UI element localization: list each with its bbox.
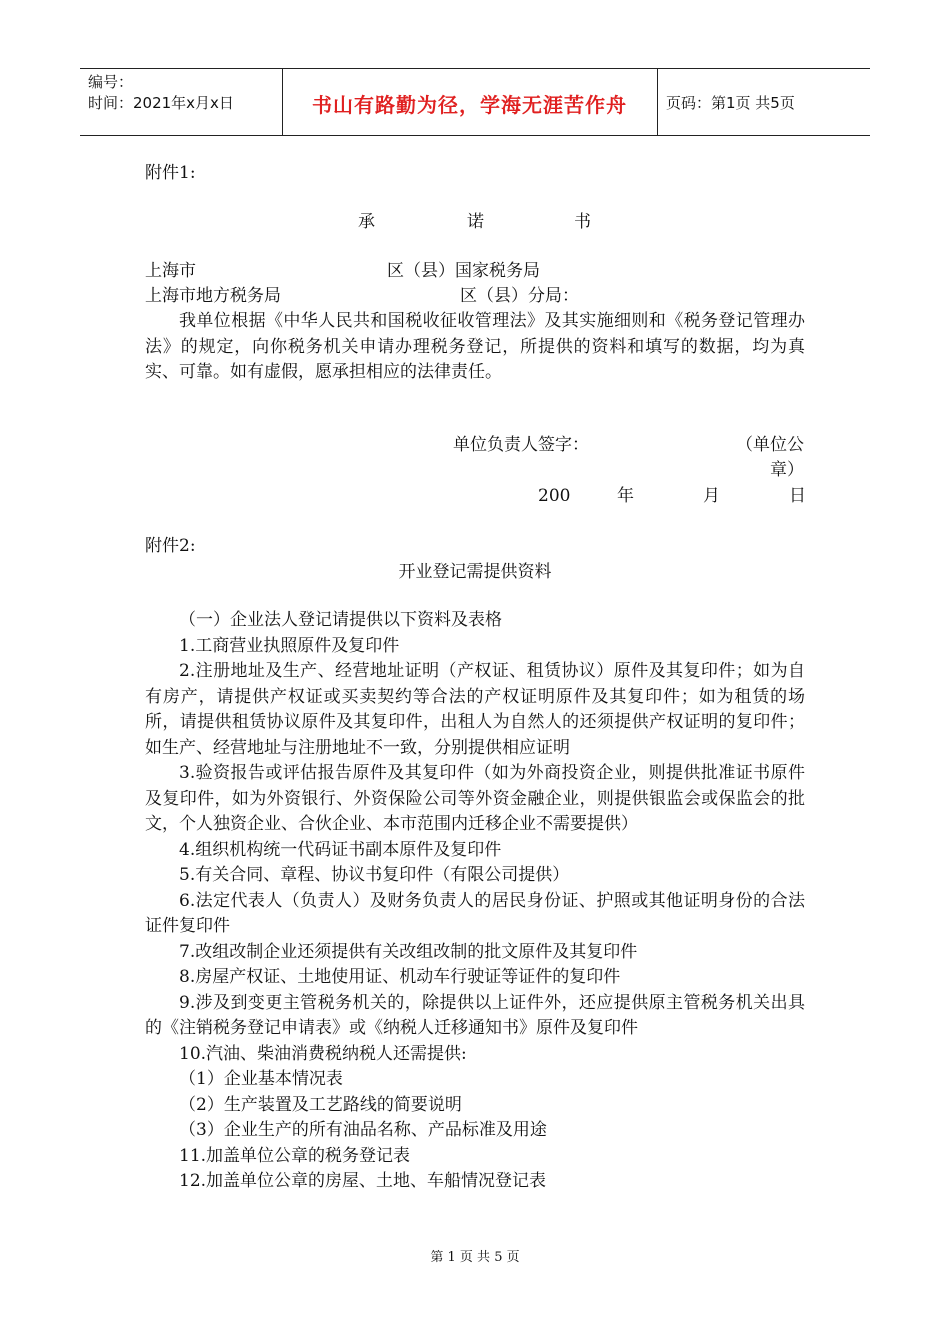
addressee-state-tax: 区（县）国家税务局 xyxy=(387,261,540,281)
pledge-body xyxy=(145,309,805,386)
header-motto: 书山有路勤为径，学海无涯苦作舟 xyxy=(312,93,627,117)
list-item: 1.工商营业执照原件及复印件 xyxy=(179,635,400,656)
attachment-2-label: 附件2: xyxy=(145,536,196,556)
list-item: （1）企业基本情况表 xyxy=(179,1069,343,1089)
list-item: 12.加盖单位公章的房屋、土地、车船情况登记表 xyxy=(179,1171,547,1191)
attachment-2-title: 开业登记需提供资料 xyxy=(398,562,552,582)
date-year-unit: 年 xyxy=(617,486,634,506)
header-meta xyxy=(88,72,234,114)
date-day-unit: 日 xyxy=(789,486,806,506)
header-bottom-rule xyxy=(80,135,870,136)
date-year: 200 xyxy=(538,486,571,506)
header-divider xyxy=(657,68,658,136)
pledge-title-char: 书 xyxy=(574,212,591,232)
list-item: 4.组织机构统一代码证书副本原件及复印件 xyxy=(179,839,502,860)
list-item: 5.有关合同、章程、协议书复印件（有限公司提供） xyxy=(179,865,570,885)
list-item: （一）企业法人登记请提供以下资料及表格 xyxy=(179,610,502,630)
signature-label: 单位负责人签字： xyxy=(453,435,589,455)
list-item: 7.改组改制企业还须提供有关改组改制的批文原件及其复印件 xyxy=(179,941,638,962)
list-item: （3）企业生产的所有油品名称、产品标准及用途 xyxy=(179,1120,547,1140)
addressee-city: 上海市 xyxy=(145,261,196,281)
seal-label-continued: 章） xyxy=(770,460,804,480)
page-header xyxy=(80,68,870,136)
pledge-title-char: 承 xyxy=(358,212,375,232)
list-item: 10.汽油、柴油消费税纳税人还需提供: xyxy=(179,1043,467,1064)
pledge-body-text: 我单位根据《中华人民共和国税收征收管理法》及其实施细则和《税务登记管理办法》的规定，向你税务机关申请办理税务登记，所提供的资料和填写的数据，均为真实、可靠。如有虚假，愿承担相应的法律责任。 xyxy=(145,311,805,382)
list-item: 3.验资报告或评估报告原件及其复印件（如为外商投资企业，则提供批准证书原件及复印件，如为外资银行、外资保险公司等外资金融企业，则提供银监会或保监会的批文，个人独资企业、合伙企业、本市范围内迁移企业不需要提供） xyxy=(145,763,805,834)
required-documents-list xyxy=(145,608,805,1195)
list-item: 2.注册地址及生产、经营地址证明（产权证、租赁协议）原件及其复印件；如为自有房产，请提供产权证或买卖契约等合法的产权证明原件及其复印件；如为租赁的场所，请提供租赁协议原件及其复印件，出租人为自然人的还须提供产权证明的复印件；如生产、经营地址与注册地址不一致，分别提供相应证明 xyxy=(145,661,805,758)
list-item: 6.法定代表人（负责人）及财务负责人的居民身份证、护照或其他证明身份的合法证件复印件 xyxy=(145,890,805,936)
list-item: 11.加盖单位公章的税务登记表 xyxy=(179,1145,411,1166)
pledge-title-char: 诺 xyxy=(467,212,484,232)
header-top-rule xyxy=(80,68,870,69)
document-number-label: 编号： xyxy=(88,73,134,91)
list-item: 8.房屋产权证、土地使用证、机动车行驶证等证件的复印件 xyxy=(179,967,621,987)
list-item: （2）生产装置及工艺路线的简要说明 xyxy=(179,1094,462,1115)
header-page-info: 页码：第1页 共5页 xyxy=(666,94,795,112)
date-month-unit: 月 xyxy=(703,486,720,506)
seal-label: （单位公 xyxy=(736,435,804,455)
document-time: 时间：2021年x月x日 xyxy=(88,94,234,112)
addressee-local-tax: 上海市地方税务局 xyxy=(145,286,281,306)
attachment-1-label: 附件1: xyxy=(145,163,196,183)
list-item: 9.涉及到变更主管税务机关的，除提供以上证件外，还应提供原主管税务机关出具的《注销税务登记申请表》或《纳税人迁移通知书》原件及复印件 xyxy=(145,992,805,1038)
addressee-branch: 区（县）分局： xyxy=(460,286,579,306)
page-footer: 第 1 页 共 5 页 xyxy=(430,1250,520,1265)
